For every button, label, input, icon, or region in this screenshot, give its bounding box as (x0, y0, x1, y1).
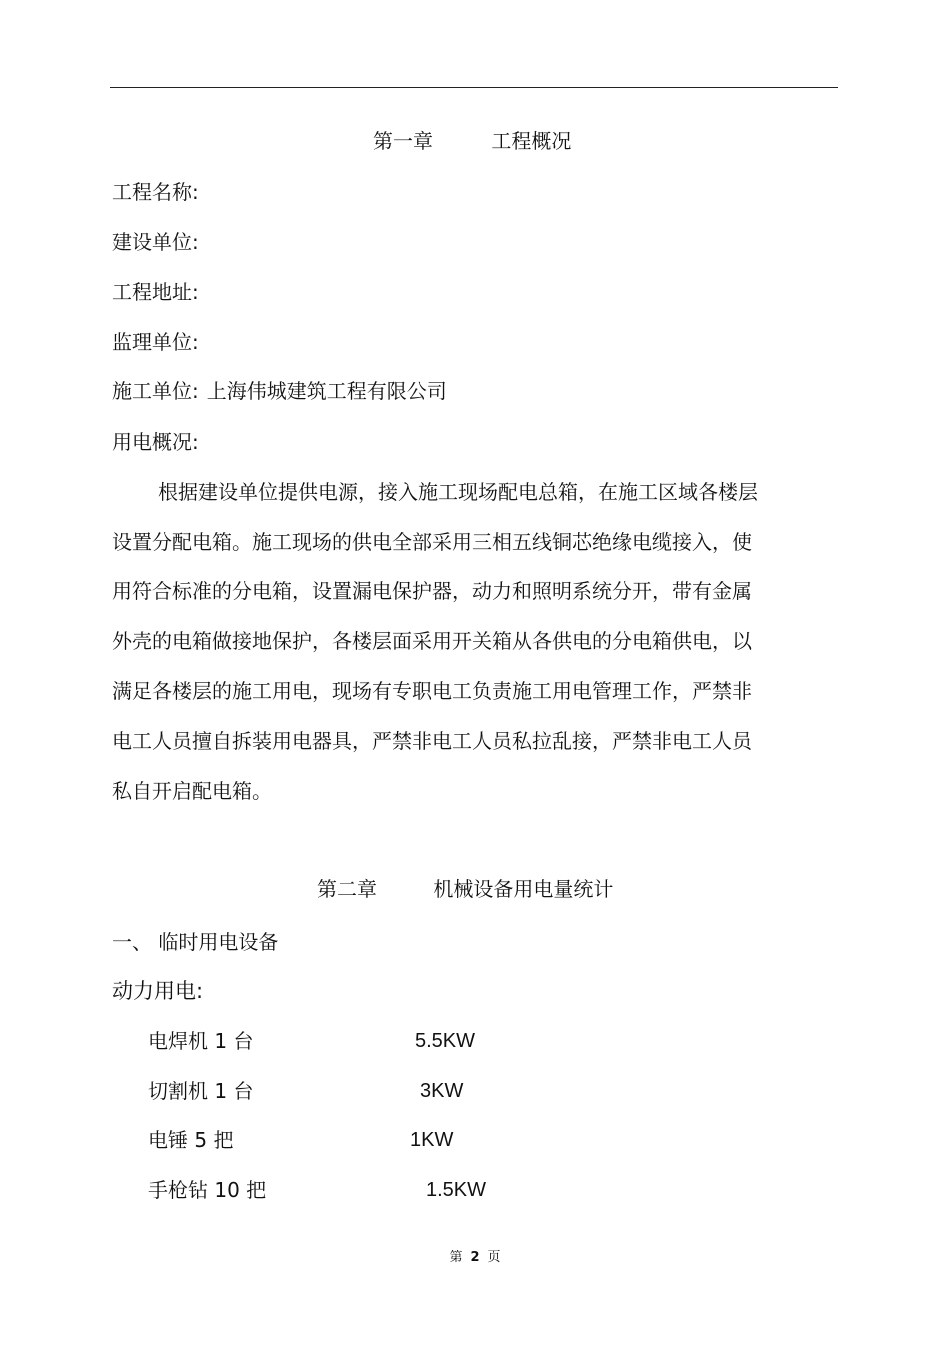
paragraph-line: 用符合标准的分电箱，设置漏电保护器，动力和照明系统分开，带有金属 (112, 579, 752, 603)
field-project-address (112, 280, 199, 304)
page-number-prefix: 第 (449, 1250, 463, 1265)
chapter-1-heading (373, 129, 571, 153)
field-label: 建设单位: (112, 230, 199, 254)
field-label: 工程名称: (112, 180, 199, 204)
equipment-name: 手枪钻 10 把 (148, 1178, 267, 1202)
field-construction-unit (112, 230, 199, 254)
paragraph-line: 电工人员擅自拆装用电器具，严禁非电工人员私拉乱接，严禁非电工人员 (112, 729, 752, 753)
page-number-suffix: 页 (487, 1250, 501, 1265)
field-supervision-unit (112, 330, 199, 354)
equipment-name: 电焊机 1 台 (148, 1029, 254, 1053)
paragraph-line: 满足各楼层的施工用电，现场有专职电工负责施工用电管理工作，严禁非 (112, 679, 752, 703)
equipment-power: 5.5KW (415, 1030, 476, 1052)
page-footer (0, 1250, 950, 1266)
paragraph-line: 设置分配电箱。施工现场的供电全部采用三相五线铜芯绝缘电缆接入，使 (112, 530, 752, 554)
field-power-overview (112, 430, 199, 454)
equipment-name: 电锤 5 把 (148, 1128, 234, 1152)
chapter-1-label: 第一章 (373, 129, 433, 153)
section-heading: 一、 临时用电设备 (112, 930, 279, 954)
equipment-power: 1KW (410, 1129, 454, 1151)
equipment-power: 1.5KW (426, 1179, 487, 1201)
equipment-name: 切割机 1 台 (148, 1079, 254, 1103)
chapter-2-title: 机械设备用电量统计 (433, 877, 614, 901)
chapter-2-label: 第二章 (317, 877, 377, 901)
field-label: 用电概况: (112, 430, 199, 454)
field-project-name (112, 180, 199, 204)
paragraph-line: 外壳的电箱做接地保护，各楼层面采用开关箱从各供电的分电箱供电，以 (112, 629, 752, 653)
page-number: 2 (470, 1250, 480, 1265)
paragraph-line: 私自开启配电箱。 (112, 779, 272, 803)
field-value: 上海伟城建筑工程有限公司 (206, 379, 447, 403)
subsection-heading: 动力用电: (112, 979, 204, 1003)
chapter-2-heading (317, 877, 613, 901)
field-label: 监理单位: (112, 330, 199, 354)
chapter-1-title: 工程概况 (491, 129, 572, 153)
field-contractor (112, 379, 447, 403)
field-label: 施工单位: (112, 379, 199, 403)
equipment-power: 3KW (420, 1080, 464, 1102)
header-rule (110, 87, 838, 88)
paragraph-line: 根据建设单位提供电源，接入施工现场配电总箱，在施工区域各楼层 (158, 480, 758, 504)
field-label: 工程地址: (112, 280, 199, 304)
